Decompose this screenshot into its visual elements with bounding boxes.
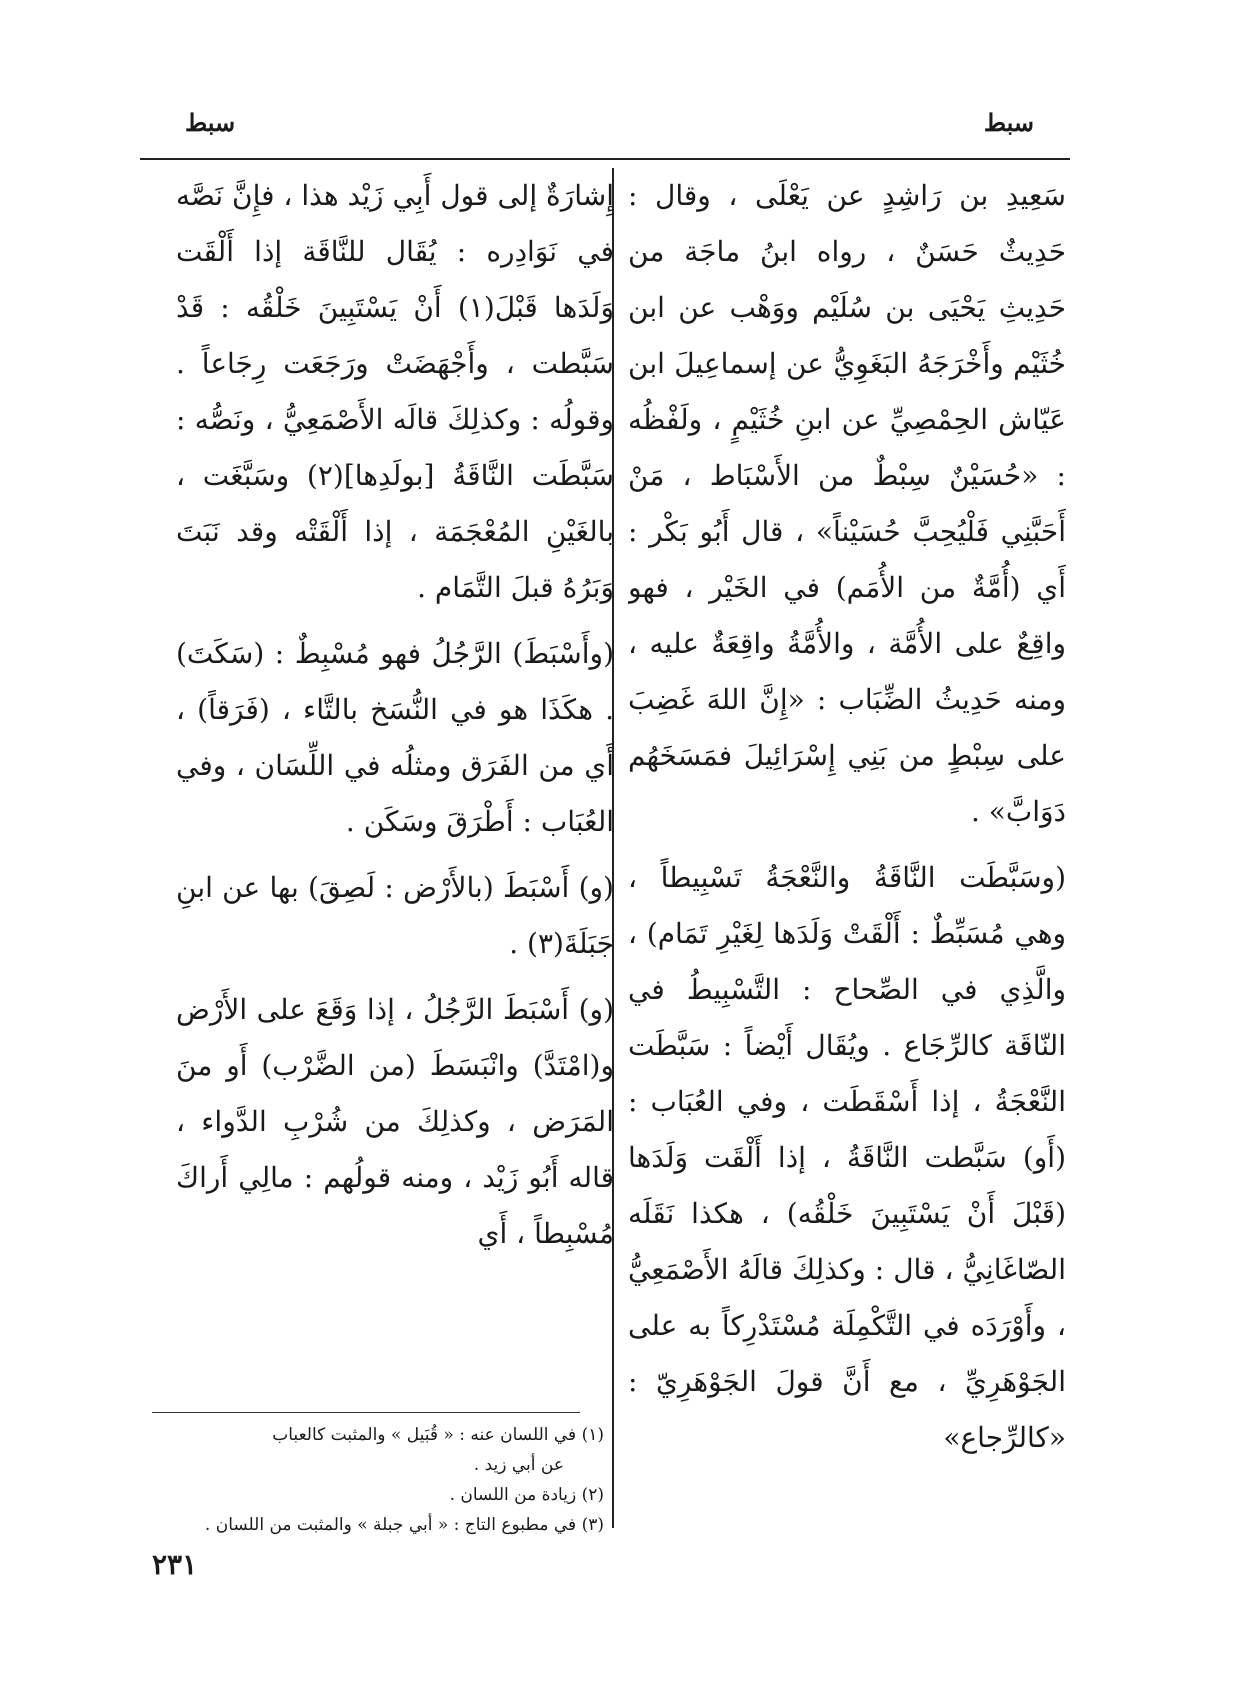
paragraph: (وأَسْبَطَ) الرَّجُلُ فهو مُسْبِطٌ : (سَكَتَ) . هكَذَا هو في النُّسَخ بالتَّاء ، (فَرَقاً) ، أَي من الفَرَق ومثلُه في اللِّسَان ، وفي العُبَاب : أَطْرَقَ وسَكَن . — [176, 637, 614, 838]
footnote-1-continuation: عن أبي زيد . — [473, 1455, 564, 1475]
footnote-rule — [152, 1412, 580, 1413]
footnote-3: (٣) في مطبوع التاج : « أبي جبلة » والمثبت من اللسان . — [204, 1515, 604, 1535]
left-column — [176, 168, 614, 1558]
page-number: ٢٣١ — [152, 1548, 198, 1581]
right-column — [628, 168, 1066, 1558]
paragraph: (وسَبَّطَت النَّاقَةُ والنَّعْجَةُ تَسْبِيطاً ، وهي مُسَبِّطٌ : أَلْقَتْ وَلَدَها لِغَيْرِ تَمَام) ، والَّذِي في الصِّحاح : التَّسْبِيطُ في النّاقَة كالرِّجَاع . ويُقَال أَيْضاً : سَبَّطَت النَّعْجَةُ ، إذا أَسْقَطَت ، وفي العُبَاب : (أَو) سَبَّطت النَّاقَةُ ، إذا أَلْقَت وَلَدَها (قَبْلَ أَنْ يَسْتَبِينَ خَلْقُه) ، هكذا نَقَلَه الصّاغَانِيُّ ، قال : وكذلِكَ قالَهُ الأَصْمَعِيُّ ، وأَوْرَدَه في التَّكْمِلَة مُسْتَدْرِكاً به على الجَوْهَرِيِّ ، مع أَنَّ قولَ الجَوْهَرِيّ : «كالرِّجاع» — [628, 861, 1066, 1454]
footnotes — [164, 1420, 604, 1540]
running-head-left: سبط — [185, 108, 236, 137]
footnote-2: (٢) زيادة من اللسان . — [449, 1485, 604, 1505]
footnote-1: (١) في اللسان عنه : « قُبَيل » والمثبت كالعباب — [272, 1425, 604, 1445]
paragraph: إِشارَةٌ إلى قول أَبِي زَيْد هذا ، فإِنَّ نَصَّه في نَوَادِره : يُقَال للنَّاقَة إذا أَلْقَت وَلَدَها قَبْلَ(١) أَنْ يَسْتَبِينَ خَلْقُه : قَدْ سَبَّطت ، وأَجْهَضَتْ ورَجَعَت رِجَاعاً . وقولُه : وكذلِكَ قالَه الأَصْمَعِيُّ ، ونَصُّه : سَبَّطَت النَّاقَةُ [بولَدِها](٢) وسَبَّغَت ، بالغَيْنِ المُعْجَمَة ، إذا أَلْقَتْه وقد نَبَتَ وَبَرُهُ قبلَ التَّمَام . — [176, 179, 614, 604]
header-rule — [140, 158, 1070, 160]
paragraph: سَعِيدِ بن رَاشِدٍ عن يَعْلَى ، وقال : حَدِيثٌ حَسَنٌ ، رواه ابنُ ماجَة من حَدِيثِ يَحْيَى بن سُلَيْم ووَهْب عن ابن خُثَيْم وأَخْرَجَهُ البَغَوِيُّ عن إسماعِيلَ ابن عَيّاش الحِمْصِيِّ عن ابنِ خُثَيْمٍ ، ولَفْظُه : «حُسَيْنٌ سِبْطٌ من الأَسْبَاط ، مَنْ أَحَبَّنِي فَلْيُحِبَّ حُسَيْناً» ، قال أَبُو بَكْر : أَي (أُمَّةٌ من الأُمَم) في الخَيْر ، فهو واقِعٌ على الأُمَّة ، والأُمَّةُ واقِعَةٌ عليه ، ومنه حَدِيثُ الضِّبَاب : «إِنَّ اللهَ غَضِبَ على سِبْطٍ من بَنِي إِسْرَائِيلَ فمَسَخَهُم دَوَابَّ» . — [628, 179, 1066, 828]
paragraph: (و) أَسْبَطَ الرَّجُلُ ، إذا وَقَعَ على الأَرْض و(امْتَدَّ) وانْبَسَطَ (من الضَّرْب) أَو منَ المَرَض ، وكذلِكَ من شُرْبِ الدَّواء ، قاله أَبُو زَيْد ، ومنه قولُهم : مالِي أَراكَ مُسْبِطاً ، أَي — [176, 993, 614, 1250]
paragraph: (و) أَسْبَطَ (بالأَرْض : لَصِقَ) بها عن ابنِ جَبَلَةَ(٣) . — [176, 871, 614, 960]
running-head-right: سبط — [983, 108, 1034, 137]
